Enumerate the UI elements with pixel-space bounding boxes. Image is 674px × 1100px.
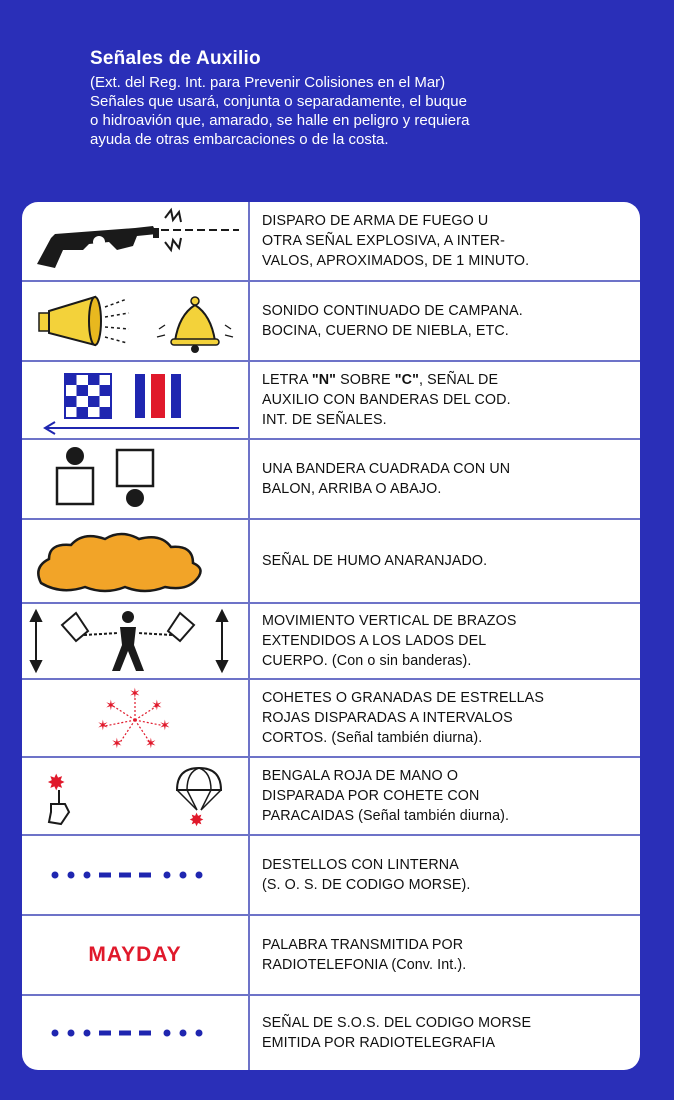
signal-line: SONIDO CONTINUADO DE CAMPANA. <box>262 303 523 319</box>
signal-line: DESTELLOS CON LINTERNA <box>262 857 459 873</box>
signal-row-flags <box>22 360 640 438</box>
signal-row-smoke <box>22 518 640 602</box>
svg-text:✶: ✶ <box>159 718 171 734</box>
signal-description <box>250 996 640 1070</box>
signal-line: BOCINA, CUERNO DE NIEBLA, ETC. <box>262 323 509 339</box>
signal-line: COHETES O GRANADAS DE ESTRELLAS <box>262 690 544 706</box>
signal-line: PALABRA TRANSMITIDA POR <box>262 937 464 953</box>
signal-line: (S. O. S. DE CODIGO MORSE). <box>262 877 471 893</box>
person-arms-flags-icon <box>22 604 250 678</box>
morse-sos-radio-icon <box>22 996 250 1070</box>
header-line: (Ext. del Reg. Int. para Prevenir Colisiones en el Mar) <box>90 74 446 91</box>
header-subtitle <box>90 73 650 149</box>
header-line: o hidroavión que, amarado, se halle en peligro y requiera <box>90 112 470 129</box>
signal-description <box>250 758 640 834</box>
signal-row-arms <box>22 602 640 678</box>
signal-description <box>250 520 640 602</box>
svg-text:✶: ✶ <box>97 718 109 734</box>
page-title: Señales de Auxilio <box>90 48 261 69</box>
orange-smoke-icon <box>22 520 250 602</box>
svg-text:✶: ✶ <box>105 698 117 714</box>
flag-letter-c: "C" <box>394 372 419 388</box>
signal-description <box>250 680 640 756</box>
svg-text:✶: ✶ <box>129 686 141 702</box>
signal-line: DISPARADA POR COHETE CON <box>262 788 480 804</box>
signal-line: EXTENDIDOS A LOS LADOS DEL <box>262 633 487 649</box>
header-line: Señales que usará, conjunta o separadamente, el buque <box>90 93 467 110</box>
signal-line: SEÑAL DE S.O.S. DEL CODIGO MORSE <box>262 1015 532 1031</box>
mayday-label: MAYDAY <box>88 943 182 966</box>
svg-text:✸: ✸ <box>47 771 66 796</box>
signal-line: MOVIMIENTO VERTICAL DE BRAZOS <box>262 613 517 629</box>
signal-row-square-ball <box>22 438 640 518</box>
signal-description <box>250 282 640 360</box>
signal-description <box>250 604 640 678</box>
signal-description <box>250 916 640 994</box>
signal-line: ROJAS DISPARADAS A INTERVALOS <box>262 710 513 726</box>
flags-n-c-icon <box>22 362 250 438</box>
signal-row-horn-bell <box>22 280 640 360</box>
signal-row-radio <box>22 994 640 1070</box>
hand-flare-parachute-icon <box>22 758 250 834</box>
horn-and-bell-icon <box>22 282 250 360</box>
signal-row-flare <box>22 756 640 834</box>
signal-row-rockets <box>22 678 640 756</box>
signal-line: CORTOS. (Señal también diurna). <box>262 730 483 746</box>
signal-line: INT. DE SEÑALES. <box>262 412 387 428</box>
signal-description <box>250 440 640 518</box>
square-flag-ball-icon <box>22 440 250 518</box>
signal-description <box>250 202 640 280</box>
signal-line: SEÑAL DE HUMO ANARANJADO. <box>262 553 488 569</box>
flag-letter-n: "N" <box>311 372 337 388</box>
signal-line: CUERPO. (Con o sin banderas). <box>262 653 472 669</box>
signal-line: , SEÑAL DE <box>418 372 499 388</box>
signal-line: UNA BANDERA CUADRADA CON UN <box>262 461 511 477</box>
signal-line: AUXILIO CON BANDERAS DEL COD. <box>262 392 511 408</box>
red-stars-burst-icon <box>22 680 250 756</box>
revolver-firing-icon <box>22 202 250 280</box>
signal-line: RADIOTELEFONIA (Conv. Int.). <box>262 957 467 973</box>
svg-text:✶: ✶ <box>151 698 163 714</box>
svg-text:✶: ✶ <box>111 736 123 752</box>
header <box>90 48 650 149</box>
mayday-text-icon <box>22 916 250 994</box>
signal-row-gunfire <box>22 202 640 280</box>
signal-line: SOBRE <box>336 372 395 388</box>
signals-table <box>22 202 640 1070</box>
morse-sos-lamp-icon <box>22 836 250 914</box>
signal-description <box>250 362 640 438</box>
signal-line: LETRA <box>262 372 312 388</box>
svg-text:✸: ✸ <box>189 810 205 831</box>
signal-description <box>250 836 640 914</box>
header-line: ayuda de otras embarcaciones o de la costa. <box>90 131 389 148</box>
signal-line: BENGALA ROJA DE MANO O <box>262 768 459 784</box>
signal-line: OTRA SEÑAL EXPLOSIVA, A INTER- <box>262 233 505 249</box>
signal-row-mayday <box>22 914 640 994</box>
svg-text:✶: ✶ <box>145 736 157 752</box>
signal-line: EMITIDA POR RADIOTELEGRAFIA <box>262 1035 496 1051</box>
signal-line: BALON, ARRIBA O ABAJO. <box>262 481 442 497</box>
signal-line: PARACAIDAS (Señal también diurna). <box>262 808 510 824</box>
signal-line: VALOS, APROXIMADOS, DE 1 MINUTO. <box>262 253 530 269</box>
signal-line: DISPARO DE ARMA DE FUEGO U <box>262 213 489 229</box>
signal-row-lamp <box>22 834 640 914</box>
